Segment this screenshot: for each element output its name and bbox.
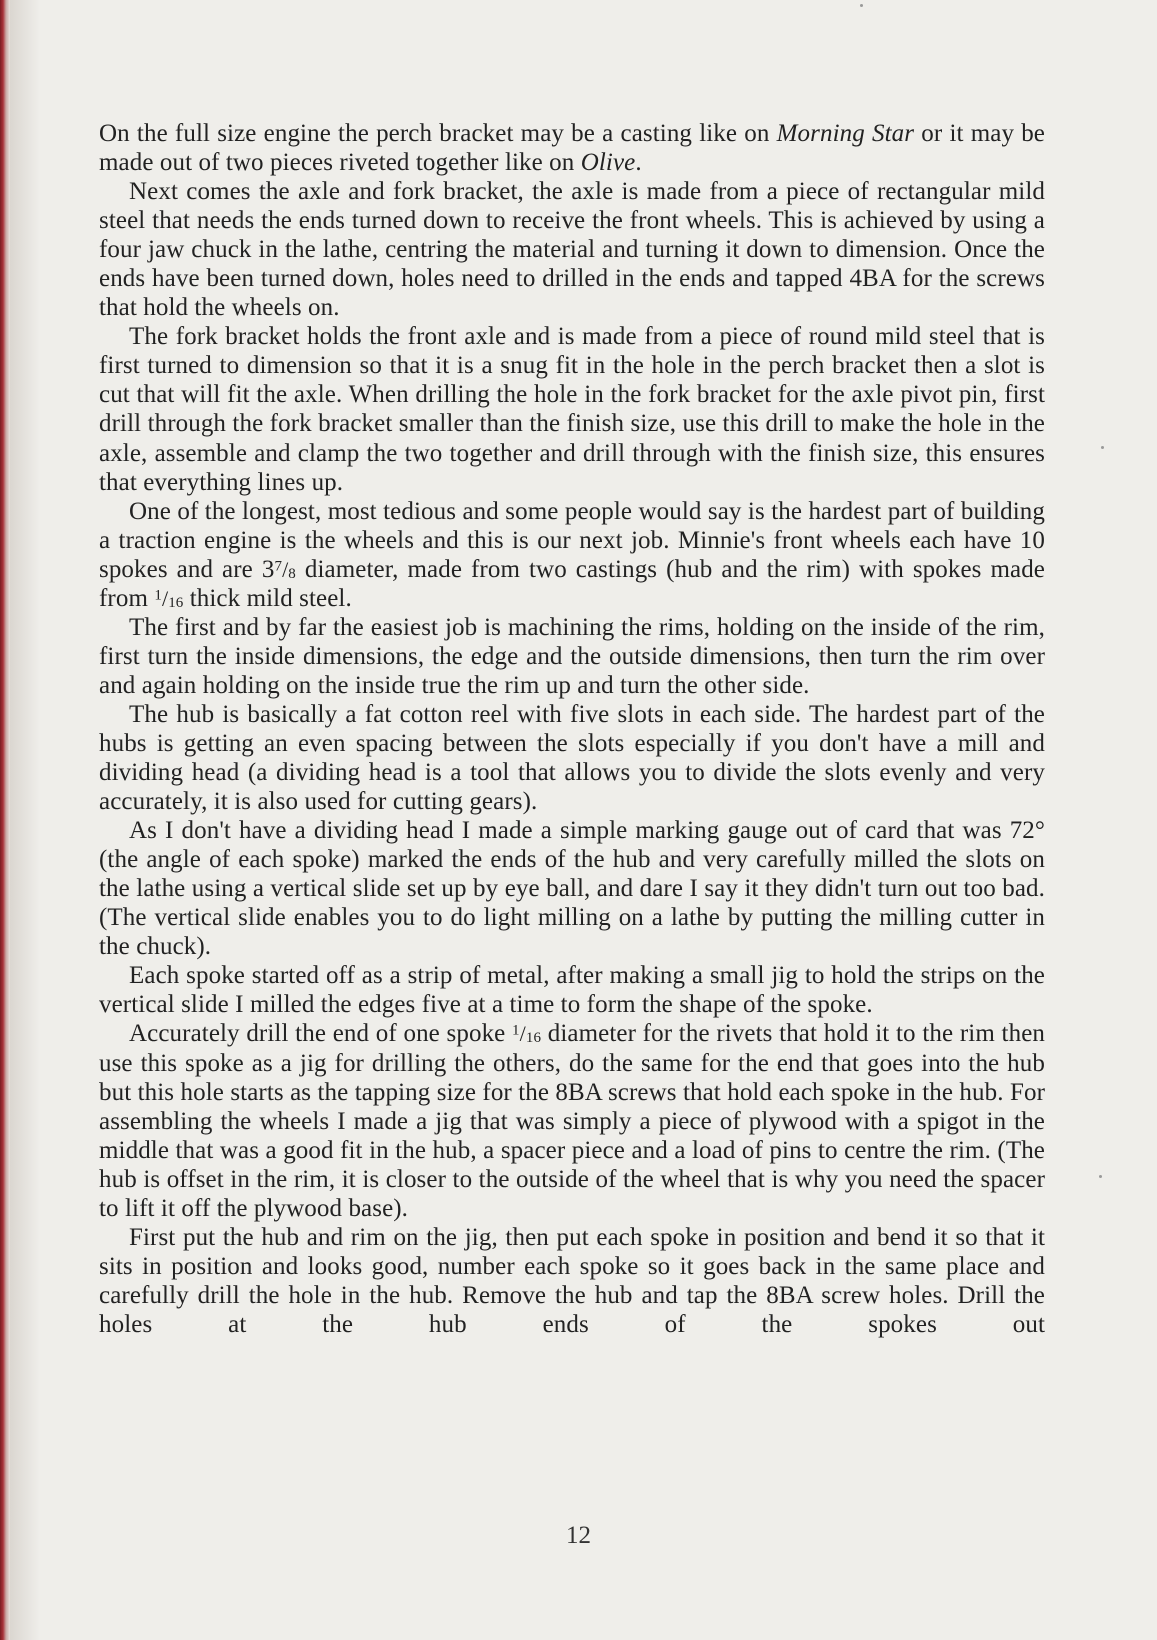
scan-speck: [860, 4, 863, 7]
paragraph-text: thick mild steel.: [183, 584, 352, 612]
fraction-denominator: 16: [525, 1030, 542, 1047]
fraction-numerator: 1: [154, 587, 162, 603]
paragraph-text: diameter, made from two castings (hub and the rim) with spokes made from: [99, 555, 1045, 612]
scan-speck: [1101, 446, 1104, 449]
paragraph-spoke: Each spoke started off as a strip of metal, after making a small jig to hold the strips on the vertical slide I milled the edges five at a time to form the shape of the spoke.: [99, 962, 1045, 1019]
fraction-numerator: 1: [512, 1022, 520, 1039]
paragraph-drilling: Accurately drill the end of one spoke $^1$/16 diameter for the rivets that hold it to the rim then use this spoke as a jig for drilling the others, do the same for the end that goes into the hub but this hole starts as the tapping size for the 8BA screws that hold each spoke in the hub. For assembling the wheels I made a jig that was simply a piece of plywood with a spigot in the middle that was a good fit in the hub, a spacer piece and a load of pins to centre the rim. (The hub is offset in the rim, it is closer to the outside of the wheel that is why you need the spacer to lift it off the plywood base).: [99, 1020, 1045, 1222]
page-gutter-shadow: [10, 0, 40, 1640]
engine-name-olive: Olive: [580, 149, 636, 177]
paragraph-text: or it may be made out of two pieces riveted together like on: [99, 120, 1046, 177]
scan-speck: [1099, 1175, 1102, 1178]
engine-name-morning-star: Morning Star: [776, 120, 915, 147]
fraction-denominator: 8: [288, 565, 296, 582]
fraction-numerator: 7: [274, 557, 283, 574]
paragraph-axle: Next comes the axle and fork bracket, the axle is made from a piece of rectangular mild steel that needs the ends turned down to receive the front wheels. This is achieved by using a four jaw chuck in the lathe, centring the material and turning it down to dimension. Once the ends have been turned down, holes need to drilled in the ends and tapped 4BA for the screws that hold the wheels on.: [99, 178, 1045, 322]
paragraph-hub: The hub is basically a fat cotton reel with five slots in each side. The hardest part of the hubs is getting an even spacing between the slots especially if you don't have a mill and dividing head (a dividing head is a tool that allows you to divide the slots evenly and very accurately, it is also used for cutting gears).: [99, 700, 1045, 816]
page-number: 12: [566, 1522, 591, 1549]
paragraph-dividing-head: As I don't have a dividing head I made a simple marking gauge out of card that was 72° (the angle of each spoke) marked the ends of the hub and very carefully milled the slots on the lathe using a vertical slide set up by eye ball, and dare I say it they didn't turn out too bad. (The vertical slide enables you to do light milling on a lathe by putting the milling cutter in the chuck).: [99, 817, 1045, 961]
paragraph-rims: The first and by far the easiest job is machining the rims, holding on the inside of the rim, first turn the inside dimensions, the edge and the outside dimensions, then turn the rim over and again holding on the inside true the rim up and turn the other side.: [99, 613, 1045, 699]
body-text: [99, 119, 1045, 1339]
paragraph-assembly: First put the hub and rim on the jig, then put each spoke in position and bend it so that it sits in position and looks good, number each spoke so it goes back in the same place and carefully drill the hole in the hub. Remove the hub and tap the 8BA screw holes. Drill the holes at the hub ends of the spokes out: [99, 1223, 1045, 1338]
paragraph-text: On the full size engine the perch bracket may be a casting like on: [99, 120, 777, 147]
paragraph-text: One of the longest, most tedious and some people would say is the hardest part of building a traction engine is the wheels and this is our next job. Minnie's front wheels each have 10 spokes and are 3: [99, 497, 1045, 583]
paragraph-perch-bracket: [99, 119, 1045, 177]
paragraph-text: diameter for the rivets that hold it to the rim then use this spoke as a jig for drilling the others, do the same for the end that goes into the hub but this hole starts as the tapping size for the 8BA screws that hold each spoke in the hub. For assembling the wheels I made a jig that was simply a piece of plywood with a spigot in the middle that was a good fit in the hub, a spacer piece and a load of pins to centre the rim. (The hub is offset in the rim, it is closer to the outside of the wheel that is why you need the spacer to lift it off the plywood base).: [99, 1020, 1045, 1222]
paragraph-fork-bracket: The fork bracket holds the front axle and is made from a piece of round mild steel that is first turned to dimension so that it is a snug fit in the hole in the perch bracket then a slot is cut that will fit the axle. When drilling the hole in the fork bracket for the axle pivot pin, first drill through the fork bracket smaller than the finish size, use this drill to make the hole in the axle, assemble and clamp the two together and drill through with the finish size, this ensures that everything lines up.: [99, 323, 1045, 496]
page-binding-edge: [0, 0, 10, 1640]
fraction-denominator: 16: [168, 594, 184, 611]
paragraph-wheels: One of the longest, most tedious and some people would say is the hardest part of building a traction engine is the wheels and this is our next job. Minnie's front wheels each have 10 spokes and are $3^7/8$ diameter, made from two castings (hub and the rim) with spokes made from $^1$/16 thick mild steel.: [99, 497, 1045, 612]
paragraph-text: .: [635, 149, 642, 177]
paragraph-text: Accurately drill the end of one spoke: [129, 1020, 513, 1048]
